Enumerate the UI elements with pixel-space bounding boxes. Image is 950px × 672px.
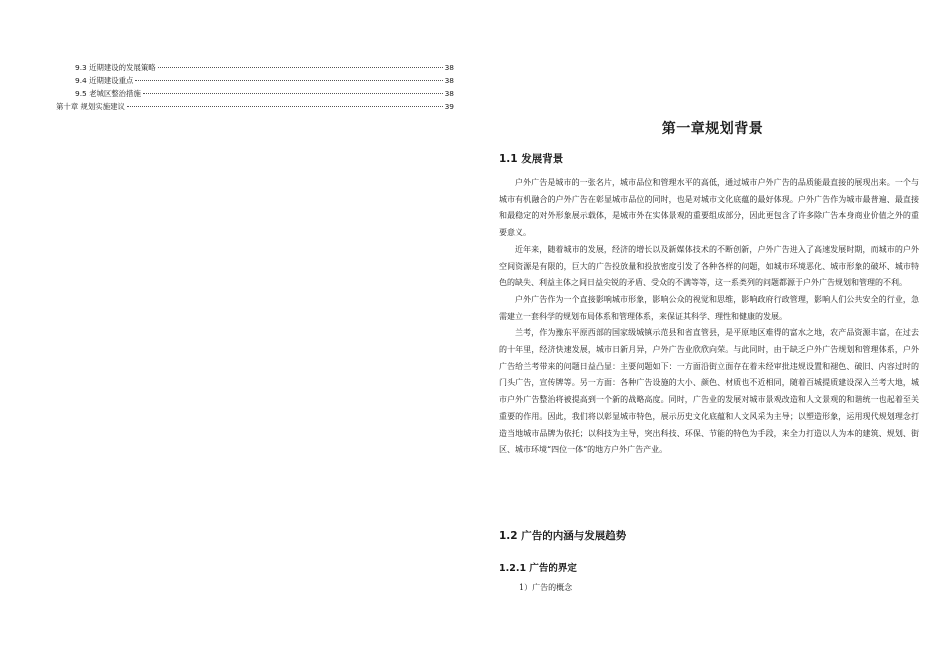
toc-entry-page: 39 xyxy=(444,102,454,111)
toc-leader-dots xyxy=(127,106,443,107)
toc-entry-page: 38 xyxy=(444,76,454,85)
chapter-title: 第一章规划背景 xyxy=(661,121,764,137)
toc-entry-text: 9.5 老城区整治措施 xyxy=(75,89,141,98)
right-page xyxy=(475,0,950,672)
list-item: 1）广告的概念 xyxy=(519,583,573,592)
toc-entry-text: 9.3 近期建设的发展策略 xyxy=(75,63,156,72)
paragraph: 兰考，作为豫东平原西部的国家级城镇示范县和省直管县，是平原地区难得的富水之地，农产品资源丰富，在过去的十年里，经济快速发展，城市日新月异，户外广告业欣欣向荣。与此同时，由于缺乏户外广告规划和管理体系，户外广告给兰考带来的问题日益凸显：主要问题如下：一方面沿街立面存在着未经审批违规设置和褪色、破旧、内容过时的门头广告，宣传牌等。另一方面：各种广告设施的大小、颜色、材质也不近相同，随着百城提质建设深入兰考大地，城市户外广告整治将被提高到一个新的战略高度。同时，广告业的发展对城市景观改造和人文景观的和谐统一也起着至关重要的作用。因此，我们将以彰显城市特色，展示历史文化底蕴和人文风采为主导；以塑造形象，运用现代规划理念打造当地城市品牌为依托；以科技为主导，突出科技、环保、节能的特色为手段，来全力打造以人为本的建筑、规划、街区、城市环境“四位一体”的地方户外广告产业。 xyxy=(499,328,919,455)
section-heading: 1.1 发展背景 xyxy=(499,153,564,165)
subsection-heading: 1.2.1 广告的界定 xyxy=(499,563,577,574)
toc-entry[interactable] xyxy=(56,88,454,101)
paragraph: 近年来，随着城市的发展，经济的增长以及新媒体技术的不断创新，户外广告进入了高速发展时期，而城市的户外空间资源是有限的，巨大的广告投放量和投放密度引发了各种各样的问题，如城市环境恶化、城市形象的破坏、城市特色的缺失、利益主体之间日益尖锐的矛盾、受众的不满等等，这一系类列的问题都源于户外广告规划和管理的不利。 xyxy=(499,244,919,288)
toc-entry[interactable] xyxy=(56,101,454,114)
toc-leader-dots xyxy=(158,67,443,68)
toc-entry-page: 38 xyxy=(444,63,454,72)
toc-entry-text: 第十章 规划实施建议 xyxy=(56,102,125,111)
body-text xyxy=(499,175,919,459)
toc-entry[interactable] xyxy=(56,75,454,88)
toc-entry-text: 9.4 近期建设重点 xyxy=(75,76,134,85)
toc-leader-dots xyxy=(135,80,442,81)
toc-leader-dots xyxy=(143,93,443,94)
paragraph: 户外广告作为一个直接影响城市形象，影响公众的视觉和思维，影响政府行政管理，影响人们公共安全的行业，急需建立一套科学的规划布局体系和管理体系，来保证其科学、理性和健康的发展。 xyxy=(499,294,919,321)
toc-entry-page: 38 xyxy=(444,89,454,98)
paragraph: 户外广告是城市的一张名片，城市品位和管理水平的高低，通过城市户外广告的品质能最直接的展现出来。一个与城市有机融合的户外广告在彰显城市品位的同时，也是对城市文化底蕴的最好体现。户外广告作为城市最普遍、最直接和最稳定的对外形象展示载体，是城市外在实体景观的重要组成部分，因此更包含了许多除广告本身商业价值之外的重要意义。 xyxy=(499,178,919,238)
toc-entry[interactable] xyxy=(56,62,454,75)
section-heading: 1.2 广告的内涵与发展趋势 xyxy=(499,530,627,542)
table-of-contents xyxy=(56,62,454,114)
